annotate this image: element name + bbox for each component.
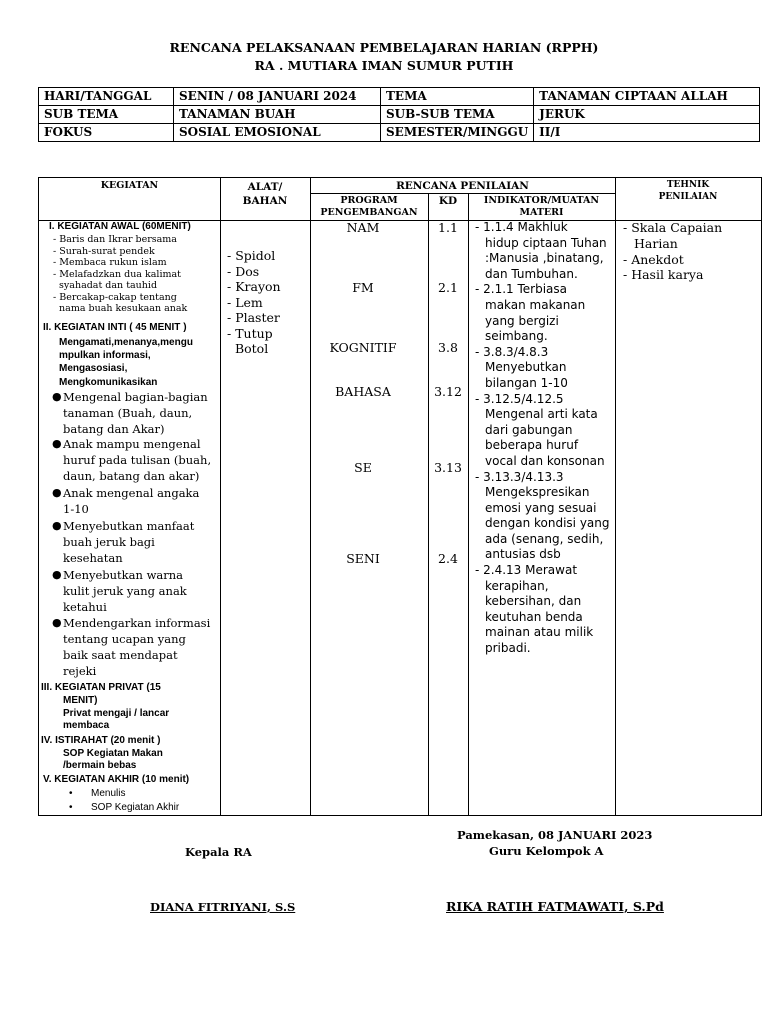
teknik-list: [623, 220, 759, 283]
col-alat-2: BAHAN: [242, 195, 288, 207]
alat-item: - Plaster: [227, 310, 280, 325]
inti-bullet: [52, 485, 200, 517]
alat-item: - Tutup: [227, 325, 273, 341]
kepala-name: DIANA FITRIYANI, S.S: [150, 900, 296, 914]
bullet-line: tentang ucapan yang: [63, 632, 186, 646]
inti-sub-line: Mengamati,menanya,mengu: [59, 337, 193, 348]
bullet-line: batang dan Akar): [63, 422, 165, 436]
bullet-line: Anak mengenal angaka: [63, 486, 200, 500]
divider: [220, 178, 221, 815]
col-program-2: PENGEMBANGAN: [320, 207, 418, 218]
col-alat-1: ALAT/: [247, 181, 283, 193]
privat-list: [63, 708, 169, 732]
bullet-line: rejeki: [63, 664, 97, 678]
place-date: Pamekasan, 08 JANUARI 2023: [457, 828, 653, 842]
list-item: - Surah-surat pendek: [53, 245, 155, 257]
alat-item: - Krayon: [227, 279, 281, 294]
inti-bullet: [52, 518, 195, 566]
inti-sub-line: Mengasosiasi,: [59, 363, 128, 375]
istirahat-list: [63, 748, 163, 772]
bullet-icon: ●: [52, 519, 62, 532]
alat-item: - Dos: [227, 263, 260, 279]
section-akhir: V. KEGIATAN AKHIR (10 menit): [43, 774, 190, 785]
program-item: BAHASA: [335, 384, 391, 399]
list-item: /bermain bebas: [63, 760, 137, 771]
school-name: RA . MUTIARA IMAN SUMUR PUTIH: [254, 58, 514, 73]
subtema-label: SUB TEMA: [39, 106, 174, 124]
list-item: syahadat dan tauhid: [53, 280, 158, 291]
bullet-line: huruf pada tulisan (buah,: [63, 453, 212, 467]
kd-item: 3.8: [438, 340, 458, 355]
kd-item: 1.1: [438, 220, 458, 235]
inti-sub-line: Mengkomunikasikan: [59, 376, 158, 388]
bullet-line: kesehatan: [63, 551, 123, 565]
section-istirahat: IV. ISTIRAHAT (20 menit ): [41, 735, 161, 746]
bullet-line: kulit jeruk yang anak: [63, 584, 187, 598]
inti-sub-line: mpulkan informasi,: [59, 350, 151, 362]
bullet-icon: ●: [52, 390, 62, 403]
kd-item: 2.1: [438, 280, 458, 295]
alat-list: [227, 248, 281, 357]
indikator-item: - 3.13.3/4.13.3 Mengekspresikan emosi yang sesuai dengan kondisi yang ada (senang, sedih, antusias dsb: [475, 469, 610, 562]
guru-name: RIKA RATIH FATMAWATI, S.Pd: [446, 899, 664, 914]
bullet-line: Mengenal bagian-bagian: [63, 390, 208, 404]
bullet-icon: ●: [52, 568, 62, 581]
bullet-line: daun, batang dan akar): [63, 469, 200, 483]
divider: [310, 178, 311, 815]
section-awal: I. KEGIATAN AWAL (60MENIT): [49, 221, 191, 232]
list-item: • Menulis: [69, 788, 126, 799]
inti-bullet: [52, 615, 211, 679]
list-item: membaca: [63, 720, 110, 731]
bullet-line: 1-10: [63, 502, 89, 516]
subsub-label: SUB-SUB TEMA: [381, 106, 534, 124]
akhir-list: [69, 787, 179, 815]
inti-bullet: [52, 389, 208, 437]
teknik-item: - Hasil karya: [623, 267, 704, 283]
col-kegiatan: KEGIATAN: [100, 180, 159, 191]
program-item: NAM: [346, 220, 380, 235]
alat-item: - Spidol: [227, 248, 276, 263]
indikator-item: - 3.8.3/4.8.3 Menyebutkan bilangan 1-10: [475, 344, 568, 390]
inti-bullet: [52, 567, 187, 615]
bullet-line: Menyebutkan warna: [63, 568, 184, 582]
list-item: nama buah kesukaan anak: [53, 303, 188, 314]
list-item: - Membaca rukun islam: [53, 257, 167, 268]
indikator-item: - 2.4.13 Merawat kerapihan, kebersihan, dan keutuhan benda mainan atau milik pribadi.: [475, 563, 594, 656]
program-item: KOGNITIF: [329, 340, 397, 355]
bullet-icon: •: [69, 802, 73, 813]
program-item: SE: [354, 460, 372, 475]
section-privat: III. KEGIATAN PRIVAT (15: [41, 682, 161, 693]
col-indikator-2: MATERI: [519, 207, 564, 218]
bullet-line: baik saat mendapat: [63, 648, 178, 662]
col-rencana: RENCANA PENILAIAN: [396, 180, 529, 192]
indikator-item: - 3.12.5/4.12.5 Mengenal arti kata dari gabungan beberapa huruf vocal dan konsonan: [475, 391, 605, 468]
bullet-icon: ●: [52, 486, 62, 499]
col-teknik-2: PENILAIAN: [658, 192, 718, 202]
col-program-1: PROGRAM: [340, 195, 398, 206]
semester-value: II/I: [534, 124, 760, 142]
awal-list: [53, 234, 187, 315]
col-kd: KD: [438, 195, 458, 207]
tema-value: TANAMAN CIPTAAN ALLAH: [534, 88, 760, 106]
header-table: [38, 87, 760, 142]
list-item: - Melafadzkan dua kalimat: [53, 268, 181, 280]
col-teknik-1: TEHNIK: [666, 180, 710, 190]
section-privat-2: MENIT): [63, 695, 98, 706]
teknik-item: - Skala Capaian Harian: [623, 220, 723, 251]
indikator-item: - 2.1.1 Terbiasa makan makanan yang bergizi seimbang.: [475, 282, 586, 344]
bullet-line: tanaman (Buah, daun,: [63, 406, 193, 420]
program-item: FM: [352, 280, 374, 295]
guru-label: Guru Kelompok A: [489, 844, 604, 858]
bullet-line: Mendengarkan informasi: [63, 616, 211, 630]
subtema-value: TANAMAN BUAH: [174, 106, 381, 124]
inti-bullet: [52, 436, 212, 484]
alat-item: - Lem: [227, 294, 263, 310]
col-indikator-1: INDIKATOR/MUATAN: [483, 195, 600, 206]
hari-label: HARI/TANGGAL: [39, 88, 174, 106]
kepala-label: Kepala RA: [185, 845, 252, 859]
list-item: Privat mengaji / lancar: [63, 708, 170, 719]
alat-item: Botol: [227, 341, 269, 356]
kd-item: 3.12: [434, 384, 462, 399]
divider: [468, 193, 469, 815]
list-item: - Baris dan Ikrar bersama: [53, 234, 177, 245]
tema-label: TEMA: [381, 88, 534, 106]
inti-sub: [59, 336, 193, 389]
section-inti: II. KEGIATAN INTI ( 45 MENIT ): [43, 322, 187, 333]
bullet-icon: •: [69, 788, 73, 799]
bullet-line: buah jeruk bagi: [63, 535, 155, 549]
bullet-line: ketahui: [63, 600, 107, 614]
bullet-line: Menyebutkan manfaat: [63, 519, 195, 533]
indikator-item: - 1.1.4 Makhluk hidup ciptaan Tuhan :Manusia ,binatang, dan Tumbuhan.: [475, 220, 607, 281]
list-item: - Bercakap-cakap tentang: [53, 291, 177, 303]
activity-table: [38, 177, 762, 816]
subsub-value: JERUK: [534, 106, 760, 124]
indikator-list: [475, 220, 623, 657]
fokus-label: FOKUS: [39, 124, 174, 142]
document-title: RENCANA PELAKSANAAN PEMBELAJARAN HARIAN (RPPH): [169, 40, 599, 55]
semester-label: SEMESTER/MINGGU: [381, 124, 534, 142]
program-item: SENI: [346, 551, 380, 566]
list-item: SOP Kegiatan Makan: [63, 748, 163, 759]
bullet-icon: ●: [52, 437, 62, 450]
divider: [310, 193, 615, 194]
hari-value: SENIN / 08 JANUARI 2024: [174, 88, 381, 106]
bullet-icon: ●: [52, 616, 62, 629]
kd-item: 3.13: [434, 460, 462, 475]
list-item: • SOP Kegiatan Akhir: [69, 802, 180, 813]
fokus-value: SOSIAL EMOSIONAL: [174, 124, 381, 142]
teknik-item: - Anekdot: [623, 251, 684, 267]
kd-item: 2.4: [438, 551, 458, 566]
bullet-line: Anak mampu mengenal: [63, 437, 201, 451]
